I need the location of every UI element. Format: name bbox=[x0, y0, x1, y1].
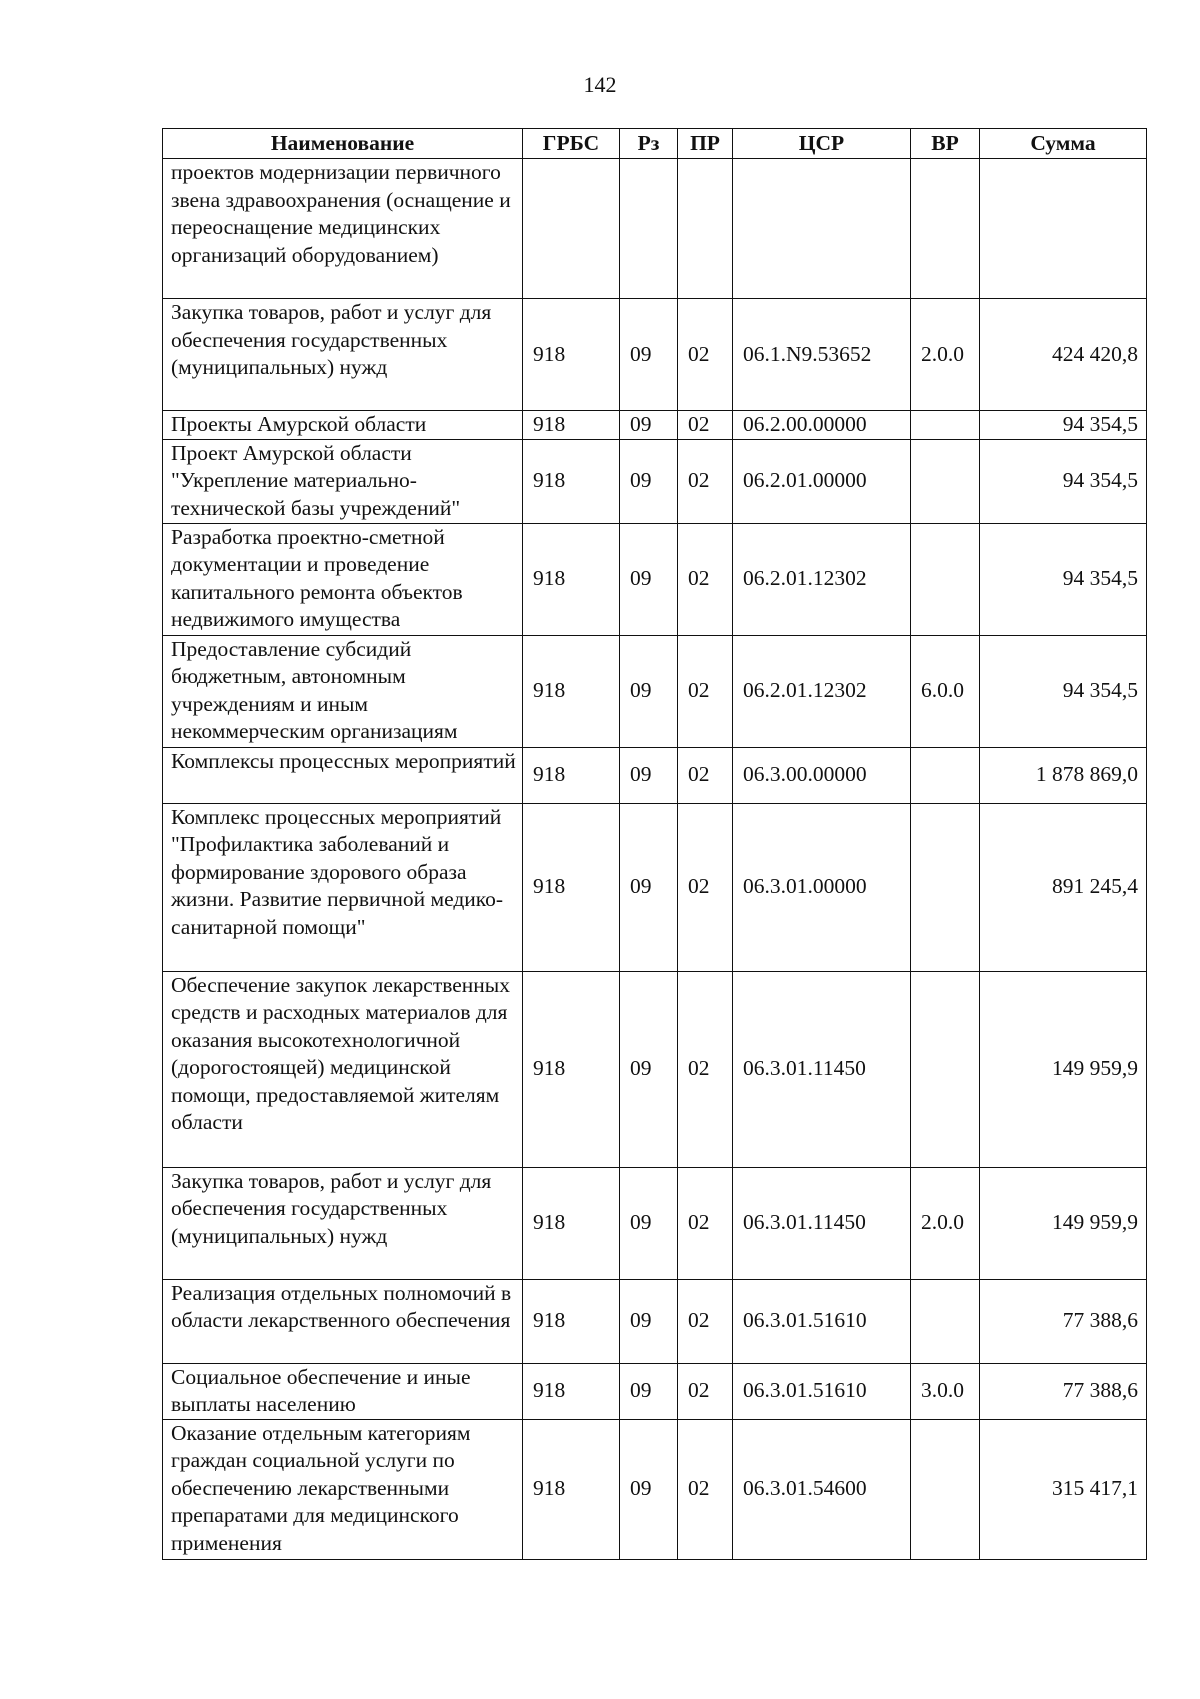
cell-grbs: 918 bbox=[523, 1279, 620, 1363]
cell-name: Закупка товаров, работ и услуг для обеспечения государственных (муниципальных) нужд bbox=[163, 1167, 523, 1279]
cell-sum: 149 959,9 bbox=[980, 971, 1147, 1167]
cell-rz: 09 bbox=[620, 1363, 678, 1419]
cell-csr bbox=[733, 159, 911, 299]
cell-csr: 06.1.N9.53652 bbox=[733, 299, 911, 411]
cell-rz: 09 bbox=[620, 1279, 678, 1363]
cell-pr: 02 bbox=[678, 635, 733, 747]
cell-sum: 891 245,4 bbox=[980, 803, 1147, 971]
cell-vr bbox=[911, 803, 980, 971]
cell-vr bbox=[911, 411, 980, 440]
table-row bbox=[163, 299, 1147, 411]
table-header-row bbox=[163, 129, 1147, 159]
cell-pr: 02 bbox=[678, 299, 733, 411]
cell-grbs: 918 bbox=[523, 971, 620, 1167]
header-vr: ВР bbox=[911, 129, 980, 159]
table-row bbox=[163, 411, 1147, 440]
cell-vr: 2.0.0 bbox=[911, 1167, 980, 1279]
cell-name: Обеспечение закупок лекарственных средств и расходных материалов для оказания высокотехнологичной (дорогостоящей) медицинской помощи, предоставляемой жителям области bbox=[163, 971, 523, 1167]
cell-rz: 09 bbox=[620, 747, 678, 803]
cell-vr bbox=[911, 159, 980, 299]
cell-name: Комплексы процессных мероприятий bbox=[163, 747, 523, 803]
table-row bbox=[163, 803, 1147, 971]
cell-sum: 77 388,6 bbox=[980, 1279, 1147, 1363]
cell-name: Оказание отдельным категориям граждан социальной услуги по обеспечению лекарственными препаратами для медицинского применения bbox=[163, 1419, 523, 1559]
cell-pr: 02 bbox=[678, 1419, 733, 1559]
table-row bbox=[163, 1279, 1147, 1363]
cell-grbs bbox=[523, 159, 620, 299]
cell-csr: 06.3.01.51610 bbox=[733, 1363, 911, 1419]
table-row bbox=[163, 747, 1147, 803]
cell-rz: 09 bbox=[620, 1419, 678, 1559]
cell-csr: 06.3.01.00000 bbox=[733, 803, 911, 971]
cell-rz: 09 bbox=[620, 439, 678, 523]
table-row bbox=[163, 635, 1147, 747]
cell-sum bbox=[980, 159, 1147, 299]
cell-name: Разработка проектно-сметной документации и проведение капитального ремонта объектов недвижимого имущества bbox=[163, 523, 523, 635]
cell-rz: 09 bbox=[620, 299, 678, 411]
cell-csr: 06.3.01.11450 bbox=[733, 1167, 911, 1279]
cell-rz: 09 bbox=[620, 971, 678, 1167]
budget-table bbox=[162, 128, 1147, 1560]
cell-name: Закупка товаров, работ и услуг для обеспечения государственных (муниципальных) нужд bbox=[163, 299, 523, 411]
cell-pr: 02 bbox=[678, 439, 733, 523]
cell-csr: 06.2.01.12302 bbox=[733, 635, 911, 747]
cell-sum: 94 354,5 bbox=[980, 523, 1147, 635]
cell-vr bbox=[911, 747, 980, 803]
cell-rz: 09 bbox=[620, 803, 678, 971]
cell-name: проектов модернизации первичного звена здравоохранения (оснащение и переоснащение медицинских организаций оборудованием) bbox=[163, 159, 523, 299]
table-row bbox=[163, 439, 1147, 523]
cell-rz: 09 bbox=[620, 411, 678, 440]
cell-grbs: 918 bbox=[523, 1167, 620, 1279]
header-sum: Сумма bbox=[980, 129, 1147, 159]
table-row bbox=[163, 523, 1147, 635]
cell-grbs: 918 bbox=[523, 523, 620, 635]
cell-pr: 02 bbox=[678, 747, 733, 803]
cell-name: Комплекс процессных мероприятий "Профилактика заболеваний и формирование здорового образа жизни. Развитие первичной медико-санитарной помощи" bbox=[163, 803, 523, 971]
cell-csr: 06.3.01.51610 bbox=[733, 1279, 911, 1363]
header-pr: ПР bbox=[678, 129, 733, 159]
cell-pr bbox=[678, 159, 733, 299]
cell-grbs: 918 bbox=[523, 747, 620, 803]
cell-vr bbox=[911, 1419, 980, 1559]
cell-sum: 94 354,5 bbox=[980, 439, 1147, 523]
cell-rz bbox=[620, 159, 678, 299]
cell-csr: 06.3.01.54600 bbox=[733, 1419, 911, 1559]
cell-vr bbox=[911, 1279, 980, 1363]
table-row bbox=[163, 1167, 1147, 1279]
cell-name: Реализация отдельных полномочий в области лекарственного обеспечения bbox=[163, 1279, 523, 1363]
cell-rz: 09 bbox=[620, 635, 678, 747]
cell-sum: 94 354,5 bbox=[980, 635, 1147, 747]
cell-csr: 06.2.01.12302 bbox=[733, 523, 911, 635]
cell-grbs: 918 bbox=[523, 411, 620, 440]
table-row bbox=[163, 1363, 1147, 1419]
cell-csr: 06.3.00.00000 bbox=[733, 747, 911, 803]
table-row bbox=[163, 971, 1147, 1167]
cell-csr: 06.2.00.00000 bbox=[733, 411, 911, 440]
cell-rz: 09 bbox=[620, 1167, 678, 1279]
table-row bbox=[163, 159, 1147, 299]
cell-pr: 02 bbox=[678, 803, 733, 971]
cell-grbs: 918 bbox=[523, 1419, 620, 1559]
cell-vr bbox=[911, 523, 980, 635]
cell-grbs: 918 bbox=[523, 299, 620, 411]
cell-name: Проекты Амурской области bbox=[163, 411, 523, 440]
cell-sum: 424 420,8 bbox=[980, 299, 1147, 411]
cell-pr: 02 bbox=[678, 1363, 733, 1419]
cell-name: Социальное обеспечение и иные выплаты населению bbox=[163, 1363, 523, 1419]
header-rz: Рз bbox=[620, 129, 678, 159]
cell-vr bbox=[911, 971, 980, 1167]
cell-csr: 06.3.01.11450 bbox=[733, 971, 911, 1167]
header-csr: ЦСР bbox=[733, 129, 911, 159]
cell-pr: 02 bbox=[678, 1167, 733, 1279]
cell-csr: 06.2.01.00000 bbox=[733, 439, 911, 523]
cell-rz: 09 bbox=[620, 523, 678, 635]
header-name: Наименование bbox=[163, 129, 523, 159]
cell-vr: 6.0.0 bbox=[911, 635, 980, 747]
cell-sum: 149 959,9 bbox=[980, 1167, 1147, 1279]
cell-name: Проект Амурской области "Укрепление материально-технической базы учреждений" bbox=[163, 439, 523, 523]
cell-sum: 77 388,6 bbox=[980, 1363, 1147, 1419]
cell-grbs: 918 bbox=[523, 635, 620, 747]
page-number: 142 bbox=[583, 72, 617, 97]
cell-grbs: 918 bbox=[523, 803, 620, 971]
cell-sum: 315 417,1 bbox=[980, 1419, 1147, 1559]
cell-pr: 02 bbox=[678, 411, 733, 440]
cell-pr: 02 bbox=[678, 1279, 733, 1363]
cell-sum: 94 354,5 bbox=[980, 411, 1147, 440]
cell-sum: 1 878 869,0 bbox=[980, 747, 1147, 803]
cell-name: Предоставление субсидий бюджетным, автономным учреждениям и иным некоммерческим организациям bbox=[163, 635, 523, 747]
header-grbs: ГРБС bbox=[523, 129, 620, 159]
cell-pr: 02 bbox=[678, 523, 733, 635]
cell-pr: 02 bbox=[678, 971, 733, 1167]
cell-grbs: 918 bbox=[523, 1363, 620, 1419]
cell-vr bbox=[911, 439, 980, 523]
cell-vr: 3.0.0 bbox=[911, 1363, 980, 1419]
table-row bbox=[163, 1419, 1147, 1559]
cell-vr: 2.0.0 bbox=[911, 299, 980, 411]
cell-grbs: 918 bbox=[523, 439, 620, 523]
